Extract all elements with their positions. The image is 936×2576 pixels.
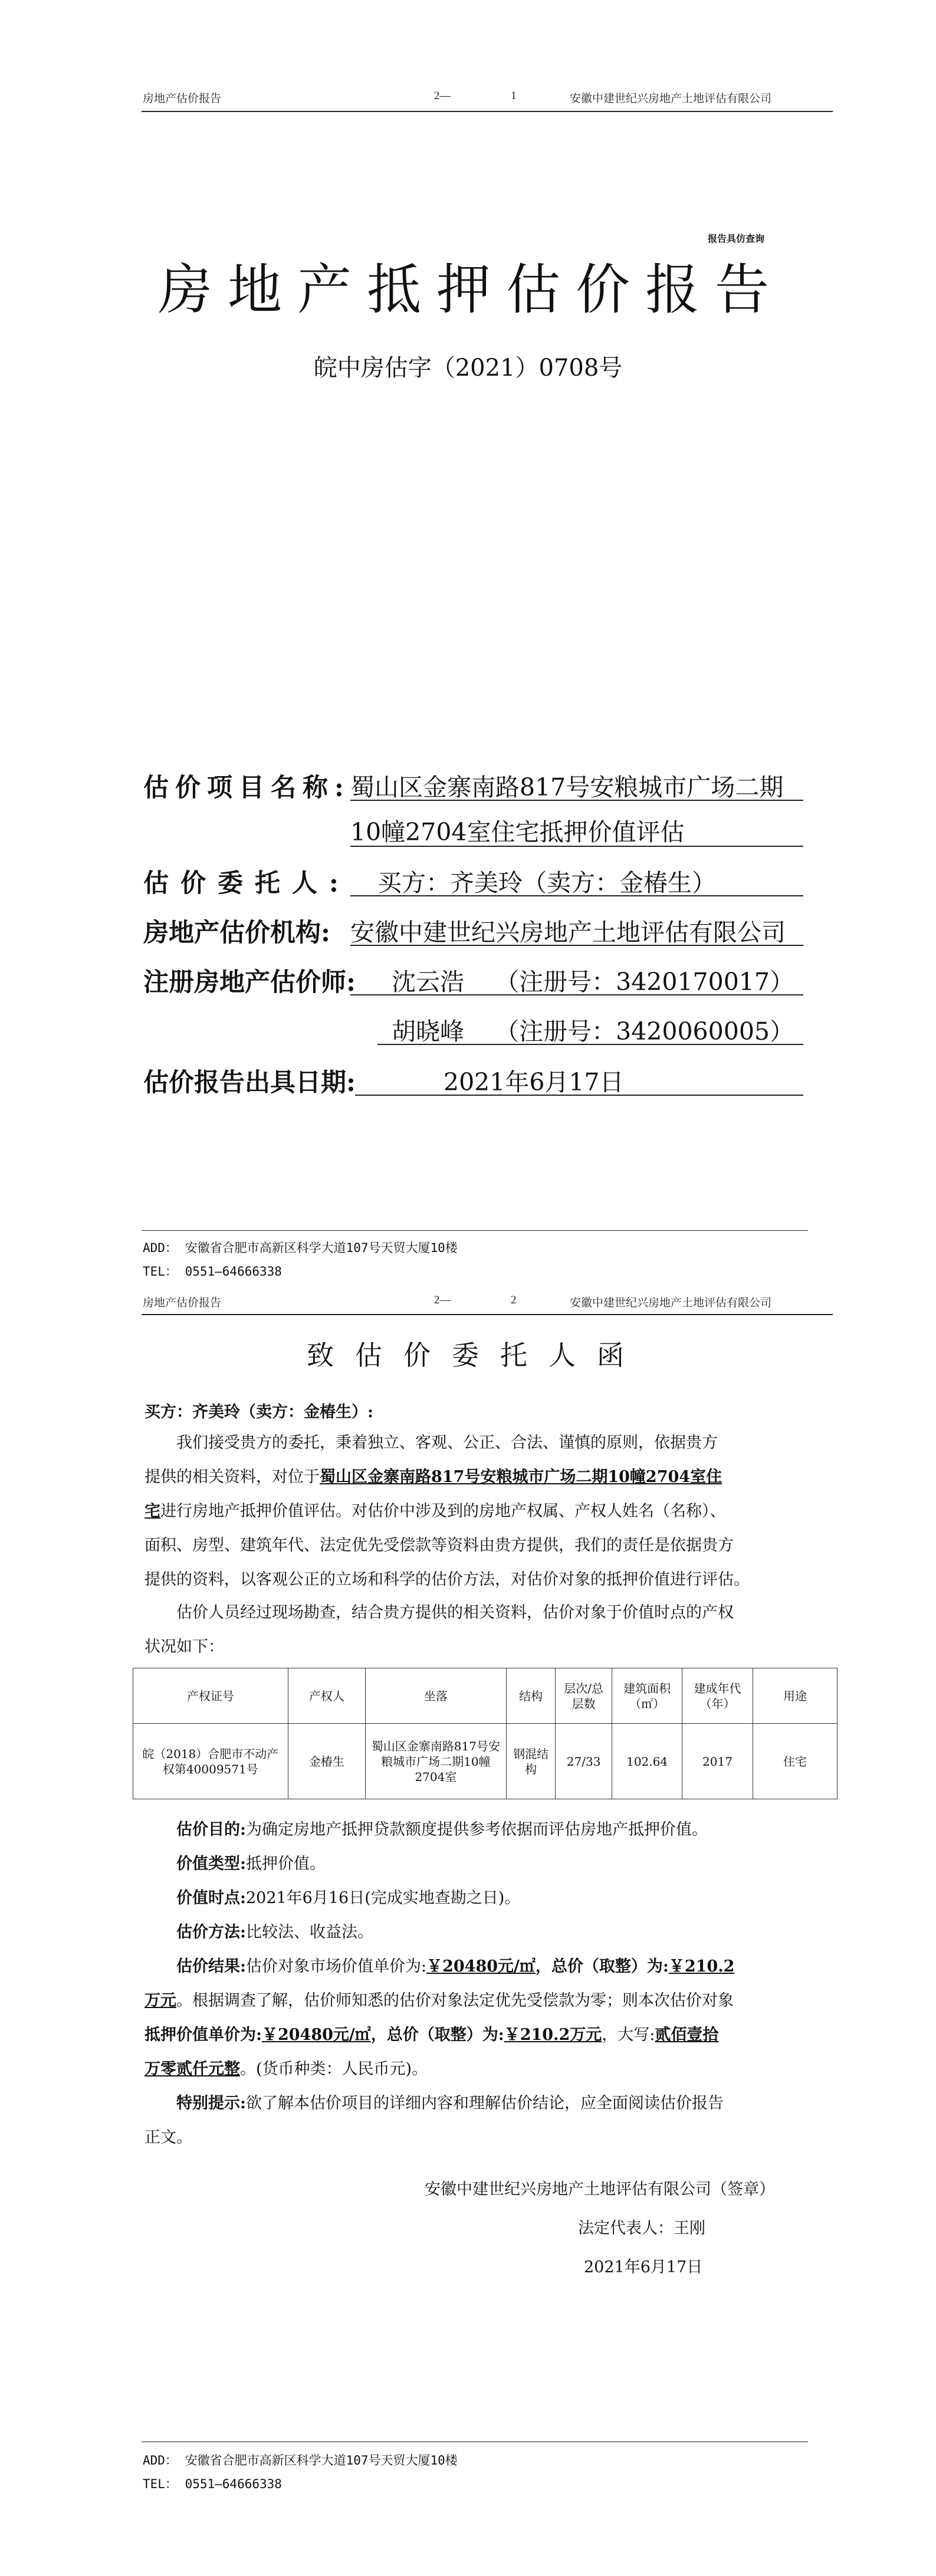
appraiser-2: 胡晓峰 （注册号：3420060005）: [392, 1017, 794, 1046]
salutation: 买方：齐美玲（卖方：金椿生）:: [144, 1403, 373, 1421]
header-page-number: 2: [511, 1294, 517, 1306]
document-number: 皖中房估字（2021）0708号: [313, 354, 623, 382]
letter-title: 致估价委托人函: [307, 1339, 645, 1371]
paragraph-2: 估价人员经过现场勘查，结合贵方提供的相关资料，估价对象于价值时点的产权 状况如下：: [144, 1604, 734, 1656]
header-right: 安徽中建世纪兴房地产土地评估有限公司: [570, 93, 772, 105]
table-header-row: 产权证号 产权人 坐落 结构 层次/总层数 建筑面积（㎡） 建成年代（年） 用途: [133, 1668, 838, 1724]
footer-address: ADD： 安徽省合肥市高新区科学大道107号天贸大厦10楼: [143, 1241, 458, 1255]
report-title: 房地产抵押估价报告: [158, 258, 785, 321]
header-right: 安徽中建世纪兴房地产土地评估有限公司: [570, 1297, 772, 1309]
header-left: 房地产估价报告: [143, 93, 222, 105]
valuation-details: 估价目的:为确定房地产抵押贷款额度提供参考依据而评估房地产抵押价值。 价值类型:抵押价值。 价值时点:2021年6月16日(完成实地查勘之日)。 估价方法:比较法、收益法。 估价结果:估价对象市场价值单价为:￥20480元/㎡，总价（取整）为:￥210.2 万元。根据调查了解，估价师知悉的估价对象法定优先受偿款为零；则本次估价对象 抵押价值单价为:￥20480元/㎡，总价（取整）为:￥210.2万元，大写:贰佰壹拾 万零贰仟元整。(货币种类：人民币元)。 特别提示:欲了解本估价项目的详细内容和理解估价结论，应全面阅读估价报告 正文。: [144, 1821, 735, 2147]
header-rule: [142, 111, 833, 112]
market-unit-price: ￥20480元/㎡: [426, 1957, 536, 1976]
project-name-line1: 蜀山区金寨南路817号安粮城市广场二期: [350, 773, 784, 801]
header-page-number: 1: [511, 90, 517, 102]
header-center: 2—: [434, 1294, 451, 1306]
footer-phone: TEL： 0551—64666338: [143, 2477, 282, 2491]
project-name-label: 估价项目名称:: [143, 773, 350, 803]
agency-value: 安徽中建世纪兴房地产土地评估有限公司: [350, 918, 786, 947]
appraiser-1: 沈云浩 （注册号：3420170017）: [392, 968, 794, 996]
property-address: 蜀山区金寨南路817号安粮城市广场二期10幢2704室住: [320, 1468, 722, 1486]
paragraph-1: 我们接受贵方的委托，秉着独立、客观、公正、合法、谨慎的原则，依据贵方 提供的相关资料，对位于蜀山区金寨南路817号安粮城市广场二期10幢2704室住 宅进行房地产抵押价值评估。对估价中涉及到的房地产权属、产权人姓名（名称）、 面积、房型、建筑年代、法定优先受偿款等资料由贵方提供，我们的责任是依据贵方 提供的资料，以客观公正的立场和科学的估价方法，对估价对象的抵押价值进行评估。: [144, 1434, 750, 1589]
legal-representative: 法定代表人：王刚: [578, 2219, 705, 2237]
agency-label: 房地产估价机构:: [143, 918, 330, 948]
report-date-value: 2021年6月17日: [444, 1068, 624, 1096]
signature-date: 2021年6月17日: [584, 2258, 703, 2276]
footer-address: ADD： 安徽省合肥市高新区科学大道107号天贸大厦10楼: [143, 2453, 458, 2467]
client-value: 买方：齐美玲（卖方：金椿生）: [377, 869, 716, 897]
project-name-line2: 10幢2704室住宅抵押价值评估: [350, 818, 685, 846]
header-rule: [142, 1314, 833, 1315]
report-date-label: 估价报告出具日期:: [143, 1068, 356, 1098]
verification-stamp: 报告具仿查询: [708, 233, 765, 244]
property-table: [133, 1668, 838, 1799]
footer-phone: TEL： 0551—64666338: [143, 1264, 282, 1279]
mortgage-unit-price: ￥20480元/㎡: [261, 2026, 371, 2044]
table-row: 皖（2018）合肥市不动产权第40009571号 金椿生 蜀山区金寨南路817号安粮城市广场二期10幢2704室 钢混结构 27/33 102.64 2017 住宅: [133, 1724, 838, 1799]
mortgage-total: ￥210.2万元: [504, 2026, 602, 2044]
signature-company: 安徽中建世纪兴房地产土地评估有限公司（签章）: [425, 2180, 775, 2199]
market-total: ￥210.2: [668, 1957, 735, 1976]
appraiser-label: 注册房地产估价师:: [143, 968, 356, 997]
header-center: 2—: [434, 90, 451, 102]
header-left: 房地产估价报告: [143, 1297, 222, 1309]
client-label: 估价委托人:: [143, 869, 350, 898]
